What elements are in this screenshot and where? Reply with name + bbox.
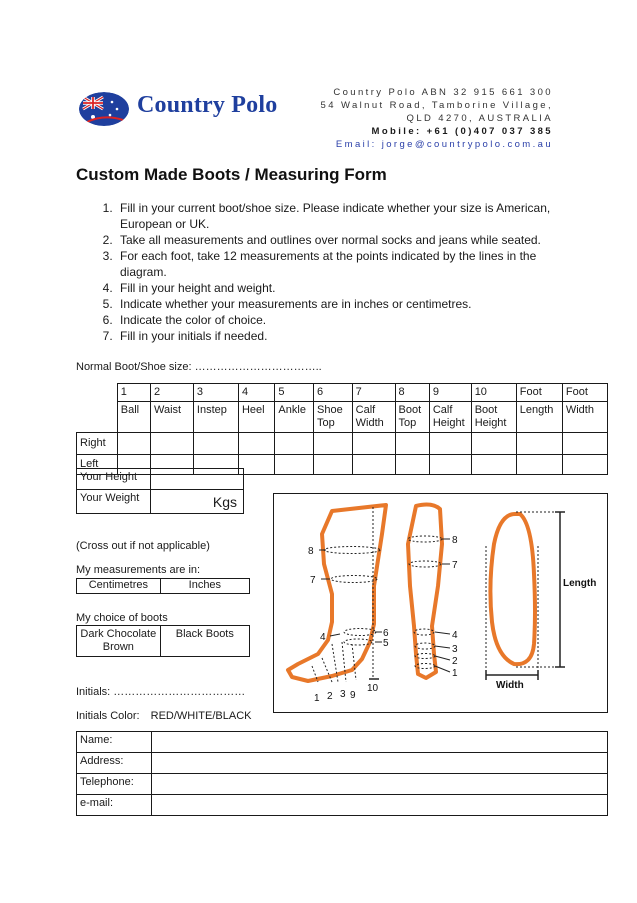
column-number: 5: [275, 384, 314, 402]
name-label: Name:: [77, 732, 152, 753]
measure-cell[interactable]: [352, 455, 395, 475]
units-option-inches[interactable]: Inches: [160, 579, 249, 594]
email-label: e-mail:: [77, 795, 152, 816]
normal-size-label: Normal Boot/Shoe size: ……………………………..: [76, 361, 322, 373]
contact-table: [76, 731, 608, 816]
column-name: Boot Height: [471, 402, 516, 433]
diagram-label: 1: [314, 693, 320, 704]
initials-color-label: Initials Color:: [76, 710, 140, 722]
email-address: Email: jorge@countrypolo.com.au: [335, 139, 553, 150]
address-line: QLD 4270, AUSTRALIA: [406, 113, 553, 124]
initials-color-row: [76, 710, 252, 722]
address-line: 54 Walnut Road, Tamborine Village,: [320, 100, 553, 111]
height-label: Your Height: [77, 469, 151, 490]
telephone-field[interactable]: [151, 774, 607, 795]
column-number: 8: [395, 384, 429, 402]
boots-label: My choice of boots: [76, 612, 168, 624]
boot-option-brown[interactable]: Dark Chocolate Brown: [77, 626, 161, 657]
length-label: Length: [563, 578, 597, 589]
diagram-label: 2: [452, 656, 458, 667]
diagram-label: 4: [452, 630, 458, 641]
email-field[interactable]: [151, 795, 607, 816]
name-field[interactable]: [151, 732, 607, 753]
address-field[interactable]: [151, 753, 607, 774]
foot-outline-drawing: [486, 512, 596, 691]
table-row-right: [77, 433, 608, 455]
column-name: Length: [516, 402, 562, 433]
column-number: 9: [429, 384, 471, 402]
height-field[interactable]: [150, 469, 243, 490]
column-name: Ankle: [275, 402, 314, 433]
diagram-label: 8: [452, 535, 458, 546]
diagram-label: 3: [340, 689, 346, 700]
initials-label: Initials: ………………………………: [76, 686, 246, 698]
measure-cell[interactable]: [516, 455, 562, 475]
empty-corner: [77, 384, 118, 433]
address-line: Country Polo ABN 32 915 661 300: [333, 87, 553, 98]
column-name: Waist: [151, 402, 194, 433]
column-number: 1: [117, 384, 150, 402]
diagram-label: 1: [452, 668, 458, 679]
measure-cell[interactable]: [395, 433, 429, 455]
units-option-centimetres[interactable]: Centimetres: [77, 579, 161, 594]
measure-cell[interactable]: [395, 455, 429, 475]
units-label: My measurements are in:: [76, 564, 201, 576]
address-label: Address:: [77, 753, 152, 774]
cross-out-note: (Cross out if not applicable): [76, 540, 210, 552]
column-number: 4: [238, 384, 274, 402]
column-name: Width: [562, 402, 607, 433]
diagram-label: 3: [452, 644, 458, 655]
company-address: [321, 86, 553, 151]
diagram-label: 6: [383, 628, 389, 639]
column-name: Shoe Top: [314, 402, 353, 433]
diagram-label: 7: [452, 560, 458, 571]
measure-cell[interactable]: [562, 433, 607, 455]
measure-cell[interactable]: [471, 455, 516, 475]
column-name: Instep: [193, 402, 238, 433]
measure-cell[interactable]: [429, 455, 471, 475]
diagram-label: 9: [350, 690, 356, 701]
width-label: Width: [496, 680, 524, 691]
instruction-item: 4. Fill in your height and weight.: [116, 280, 586, 296]
column-number: 3: [193, 384, 238, 402]
column-name: Heel: [238, 402, 274, 433]
column-number: 2: [151, 384, 194, 402]
column-number: 6: [314, 384, 353, 402]
measure-cell[interactable]: [352, 433, 395, 455]
brand-name: Country Polo: [137, 92, 278, 118]
weight-label: Your Weight: [77, 490, 151, 514]
mobile-number: Mobile: +61 (0)407 037 385: [371, 126, 553, 137]
logo-emblem: [79, 92, 129, 126]
instruction-item: 2. Take all measurements and outlines over normal socks and jeans while seated.: [116, 232, 586, 248]
measure-cell[interactable]: [275, 433, 314, 455]
measurement-diagram: [273, 493, 608, 713]
diagram-label: 7: [310, 575, 316, 586]
column-number: Foot: [516, 384, 562, 402]
column-number: Foot: [562, 384, 607, 402]
page-title: Custom Made Boots / Measuring Form: [76, 165, 387, 184]
diagram-label: 8: [308, 546, 314, 557]
column-number: 10: [471, 384, 516, 402]
measure-cell[interactable]: [151, 433, 194, 455]
weight-field[interactable]: [150, 490, 243, 514]
instruction-item: 6. Indicate the color of choice.: [116, 312, 586, 328]
instruction-item: 5. Indicate whether your measurements are in inches or centimetres.: [116, 296, 586, 312]
height-weight-table: [76, 468, 244, 514]
weight-unit: Kgs: [212, 494, 237, 510]
initials-color-value: RED/WHITE/BLACK: [150, 710, 252, 722]
boots-table: [76, 625, 250, 657]
column-name: Ball: [117, 402, 150, 433]
column-name: Calf Height: [429, 402, 471, 433]
diagram-label: 10: [367, 683, 379, 694]
instructions-list: [80, 200, 586, 344]
boot-option-black[interactable]: Black Boots: [160, 626, 249, 657]
column-number: 7: [352, 384, 395, 402]
header-row-names: [77, 402, 608, 433]
diagram-label: 2: [327, 691, 333, 702]
measure-cell[interactable]: [193, 433, 238, 455]
diagram-label: 4: [320, 632, 326, 643]
instruction-item: 1. Fill in your current boot/shoe size. Please indicate whether your size is American, European or UK.: [116, 200, 586, 232]
measure-cell[interactable]: [516, 433, 562, 455]
column-name: Boot Top: [395, 402, 429, 433]
measure-cell[interactable]: [117, 433, 150, 455]
measure-cell[interactable]: [429, 433, 471, 455]
front-leg-drawing: [408, 505, 458, 679]
measure-cell[interactable]: [471, 433, 516, 455]
header-row-numbers: [77, 384, 608, 402]
measurement-table: [76, 383, 608, 475]
measure-cell[interactable]: [238, 433, 274, 455]
measure-cell[interactable]: [562, 455, 607, 475]
measure-cell[interactable]: [275, 455, 314, 475]
units-table: [76, 578, 250, 594]
row-label: Right: [77, 433, 118, 455]
measure-cell[interactable]: [314, 455, 353, 475]
instruction-item: 7. Fill in your initials if needed.: [116, 328, 586, 344]
side-leg-drawing: [288, 505, 389, 704]
instruction-item: 3. For each foot, take 12 measurements at the points indicated by the lines in the diagram.: [116, 248, 586, 280]
telephone-label: Telephone:: [77, 774, 152, 795]
measure-cell[interactable]: [314, 433, 353, 455]
row-label: Left: [77, 455, 118, 475]
column-name: Calf Width: [352, 402, 395, 433]
diagram-label: 5: [383, 638, 389, 649]
